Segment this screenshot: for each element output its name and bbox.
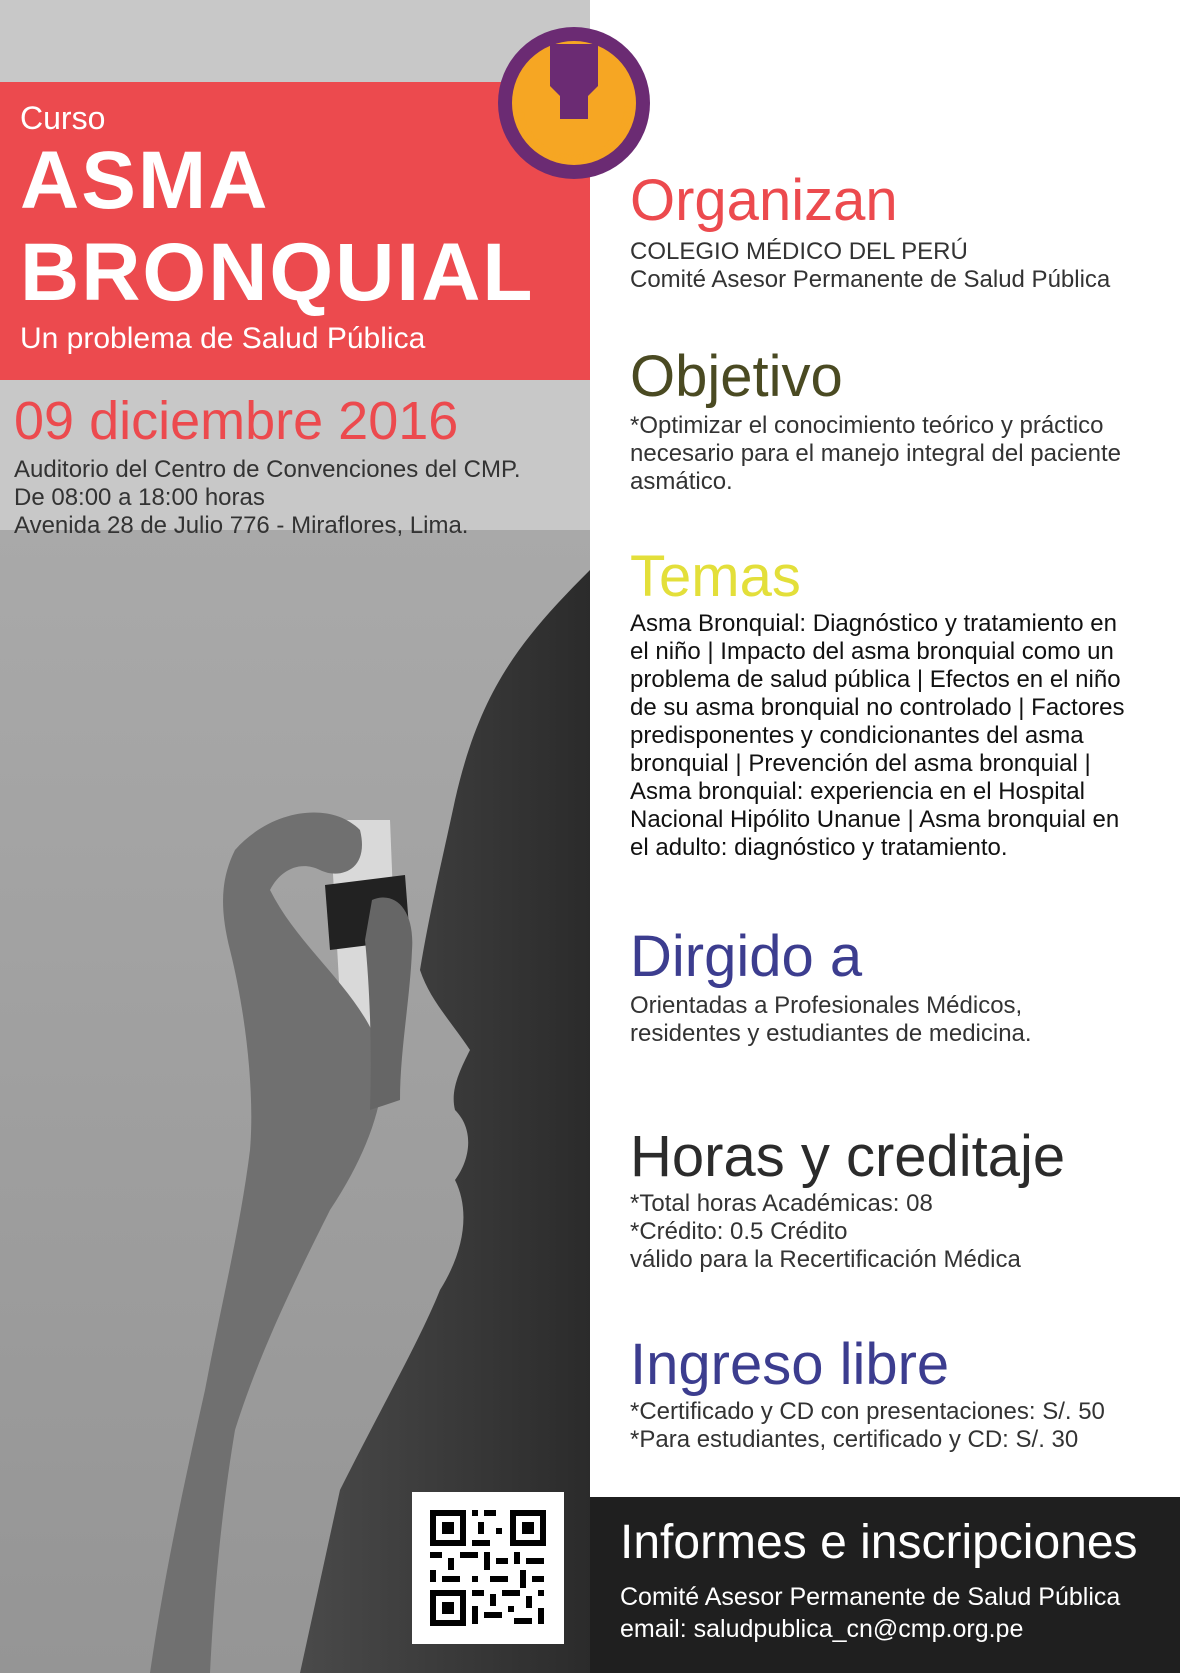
logo-text: COLEGIO MEDICO DEL PERU — [512, 104, 637, 167]
course-subtitle: Un problema de Salud Pública — [20, 322, 426, 355]
temas-line: el niño | Impacto del asma bronquial como un — [630, 638, 1114, 665]
temas-line: el adulto: diagnóstico y tratamiento. — [630, 834, 1008, 861]
colegio-medico-logo — [495, 24, 653, 182]
venue-line: Auditorio del Centro de Convenciones del CMP. — [14, 456, 521, 483]
objetivo-line: *Optimizar el conocimiento teórico y práctico — [630, 412, 1104, 439]
temas-heading: Temas — [630, 544, 801, 609]
organizan-line: COLEGIO MÉDICO DEL PERÚ — [630, 238, 968, 265]
section-ingreso — [630, 1332, 1105, 1454]
informes-email[interactable]: email: saludpublica_cn@cmp.org.pe — [620, 1615, 1024, 1643]
venue-line: Avenida 28 de Julio 776 - Miraflores, Lima. — [14, 512, 469, 539]
temas-line: Asma Bronquial: Diagnóstico y tratamiento en — [630, 610, 1117, 637]
informes-heading: Informes e inscripciones — [620, 1516, 1138, 1569]
section-temas — [630, 544, 1130, 862]
horas-line: *Total horas Académicas: 08 — [630, 1190, 933, 1217]
dirigido-line: residentes y estudiantes de medicina. — [630, 1020, 1032, 1047]
course-title-line2: BRONQUIAL — [20, 227, 535, 318]
temas-line: predisponentes y condicionantes del asma — [630, 722, 1084, 749]
section-horas — [630, 1124, 1066, 1274]
horas-heading: Horas y creditaje — [630, 1124, 1066, 1189]
informes-org: Comité Asesor Permanente de Salud Pública — [620, 1583, 1121, 1611]
temas-list — [630, 610, 1130, 862]
horas-line: válido para la Recertificación Médica — [630, 1246, 1021, 1273]
organizan-line: Comité Asesor Permanente de Salud Pública — [630, 266, 1111, 293]
organizan-heading: Organizan — [630, 168, 898, 233]
horas-line: *Crédito: 0.5 Crédito — [630, 1218, 848, 1245]
ingreso-line: *Certificado y CD con presentaciones: S/. 50 — [630, 1398, 1105, 1425]
event-date: 09 diciembre 2016 — [14, 391, 459, 451]
qr-code[interactable] — [412, 1492, 564, 1644]
ingreso-line: *Para estudiantes, certificado y CD: S/. 30 — [630, 1426, 1079, 1453]
temas-line: problema de salud pública | Efectos en el niño — [630, 666, 1121, 693]
course-title-line1: ASMA — [20, 135, 270, 226]
objetivo-line: necesario para el manejo integral del paciente — [630, 440, 1121, 467]
section-objetivo — [630, 344, 1121, 496]
informes-box — [590, 1497, 1180, 1673]
temas-line: de su asma bronquial no controlado | Factores — [630, 694, 1125, 721]
venue-line: De 08:00 a 18:00 horas — [14, 484, 265, 511]
objetivo-heading: Objetivo — [630, 344, 843, 409]
dirigido-line: Orientadas a Profesionales Médicos, — [630, 992, 1023, 1019]
ingreso-heading: Ingreso libre — [630, 1332, 950, 1397]
course-label: Curso — [20, 100, 106, 136]
dirigido-heading: Dirgido a — [630, 924, 863, 989]
temas-line: bronquial | Prevención del asma bronquial | — [630, 750, 1091, 777]
temas-line: Asma bronquial: experiencia en el Hospital — [630, 778, 1085, 805]
section-organizan — [630, 168, 1111, 294]
temas-line: Nacional Hipólito Unanue | Asma bronquial en — [630, 806, 1120, 833]
objetivo-line: asmático. — [630, 468, 733, 495]
event-venue — [14, 456, 521, 540]
section-dirigido — [630, 924, 1032, 1048]
